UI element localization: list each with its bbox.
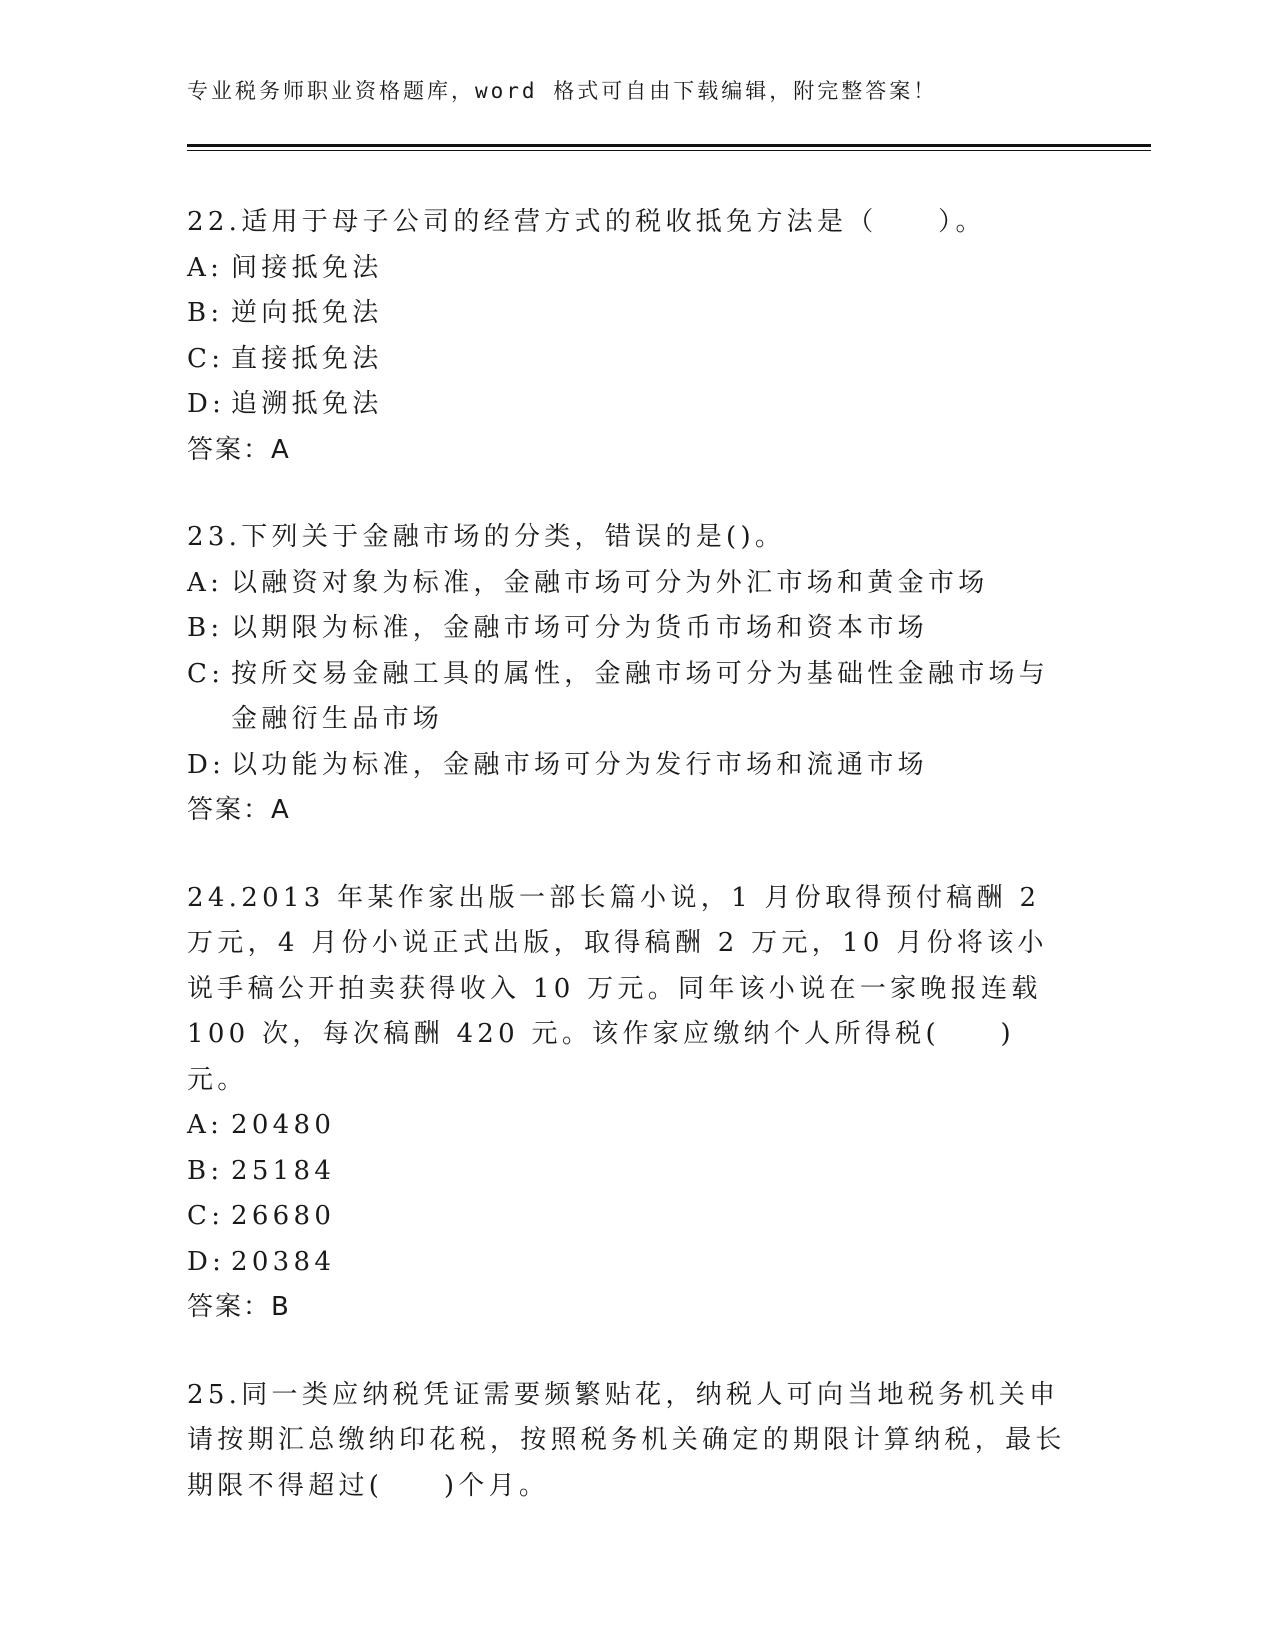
answer-line: 答案：A	[187, 795, 291, 825]
option-key: A:	[187, 567, 224, 598]
answer-line: 答案：A	[187, 434, 291, 465]
option-text: 追溯抵免法	[231, 389, 383, 419]
option-key: C:	[187, 658, 225, 689]
option-key: D:	[187, 1246, 226, 1277]
option-key: C:	[187, 1201, 225, 1231]
question-24	[187, 876, 1067, 1331]
option-text: 按所交易金融工具的属性，金融市场可分为基础性金融市场与金融衍生品市场	[231, 658, 1050, 734]
option-b	[187, 1149, 1067, 1195]
option-b	[187, 291, 1067, 337]
question-25	[187, 1373, 1067, 1510]
question-stem: 24.2013 年某作家出版一部长篇小说，1 月份取得预付稿酬 2 万元，4 月份小说正式出版，取得稿酬 2 万元，10 月份将该小说手稿公开拍卖获得收入 10 万元。同年该小说在一家晚报连载 100 次，每次稿酬 420 元。该作家应缴纳个人所得税( )元。	[187, 882, 1048, 1095]
option-key: B:	[187, 298, 224, 328]
question-list	[187, 200, 1067, 1551]
option-c	[187, 652, 1067, 743]
question-23	[187, 515, 1067, 834]
question-stem: 23.下列关于金融市场的分类，错误的是()。	[187, 522, 786, 552]
option-d	[187, 1240, 1067, 1286]
option-a	[187, 1103, 1067, 1149]
option-text: 25184	[231, 1155, 336, 1186]
option-text: 以融资对象为标准，金融市场可分为外汇市场和黄金市场	[231, 567, 989, 598]
question-22	[187, 200, 1067, 473]
question-stem: 25.同一类应纳税凭证需要频繁贴花，纳税人可向当地税务机关申请按期汇总缴纳印花税，按照税务机关确定的期限计算纳税，最长期限不得超过( )个月。	[187, 1379, 1066, 1501]
option-d	[187, 743, 1067, 789]
option-text: 以功能为标准，金融市场可分为发行市场和流通市场	[231, 749, 928, 780]
option-d	[187, 382, 1067, 428]
option-text: 20384	[231, 1246, 336, 1277]
option-a	[187, 246, 1067, 292]
option-text: 26680	[231, 1201, 336, 1231]
option-key: A:	[187, 1110, 224, 1140]
option-key: C:	[187, 343, 225, 374]
header-rule-thick	[187, 144, 1151, 147]
option-text: 以期限为标准，金融市场可分为货币市场和资本市场	[231, 613, 928, 643]
option-key: D:	[187, 749, 226, 780]
option-text: 逆向抵免法	[231, 298, 383, 328]
header-rule-thin	[187, 150, 1151, 151]
page-header: 专业税务师职业资格题库，word 格式可自由下载编辑，附完整答案！	[187, 79, 938, 103]
question-stem: 22.适用于母子公司的经营方式的税收抵免方法是（ ）。	[187, 207, 986, 237]
option-key: A:	[187, 252, 224, 283]
option-b	[187, 606, 1067, 652]
option-key: B:	[187, 1155, 224, 1186]
option-key: D:	[187, 389, 226, 419]
option-key: B:	[187, 613, 224, 643]
option-c	[187, 337, 1067, 383]
option-a	[187, 561, 1067, 607]
option-c	[187, 1194, 1067, 1240]
option-text: 直接抵免法	[231, 343, 383, 374]
answer-line: 答案：B	[187, 1292, 291, 1322]
option-text: 间接抵免法	[231, 252, 383, 283]
option-text: 20480	[231, 1110, 336, 1140]
